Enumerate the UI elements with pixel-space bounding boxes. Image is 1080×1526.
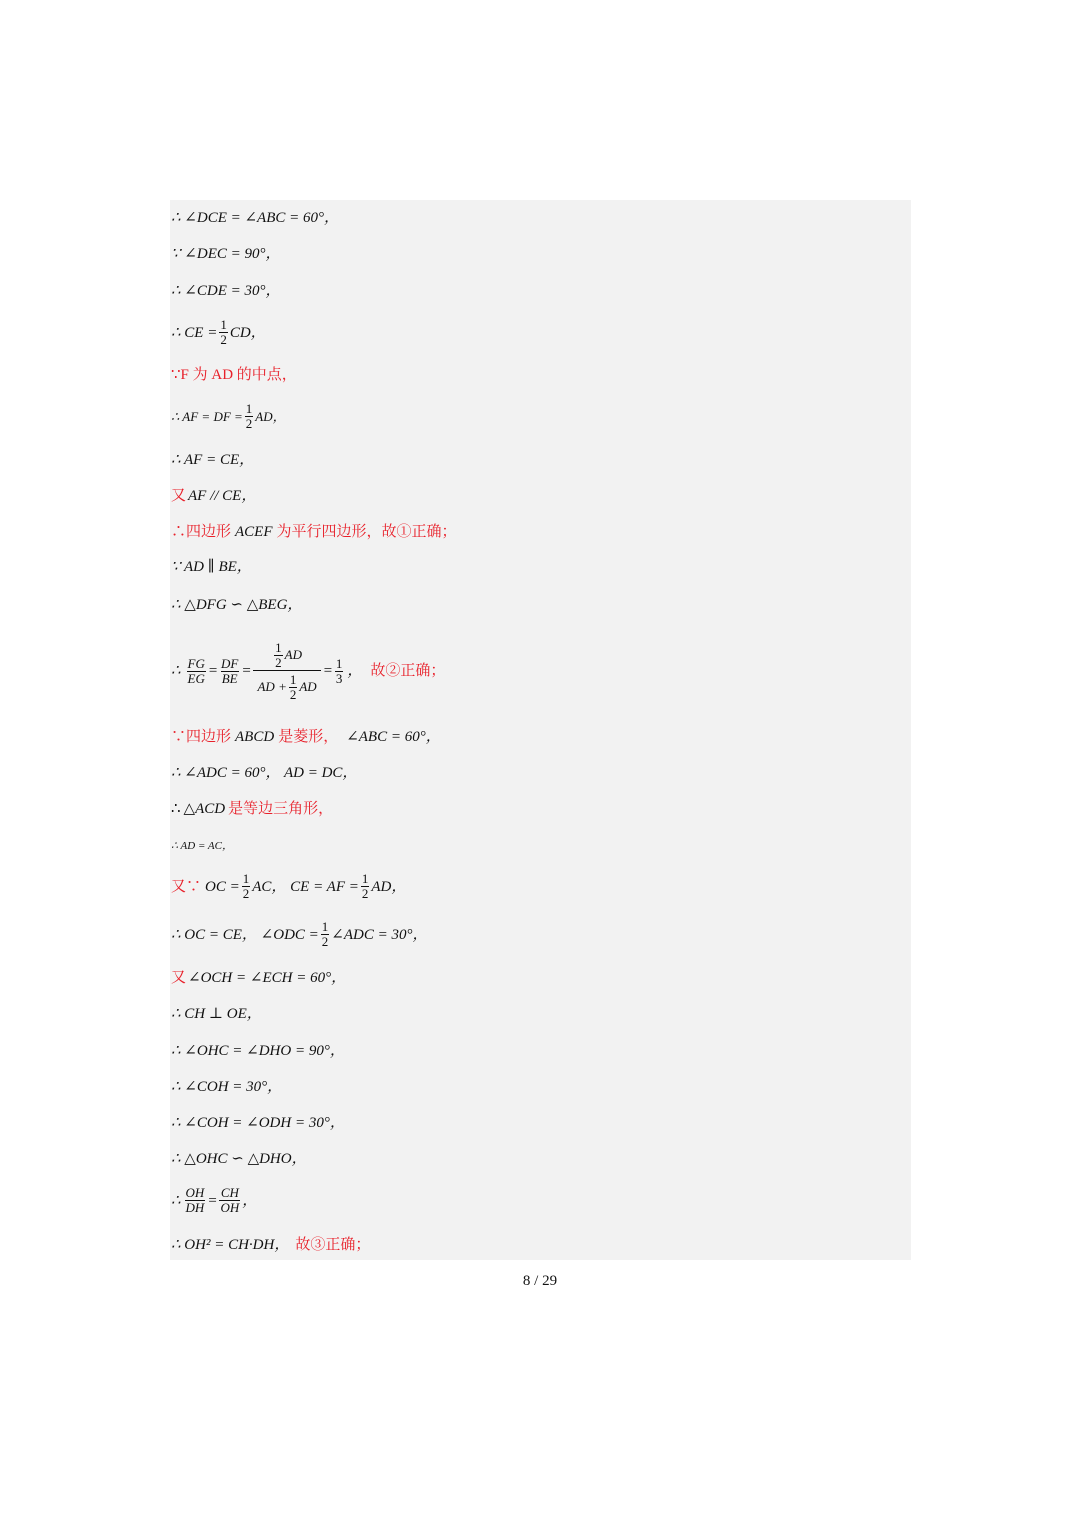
fraction-half: $\frac{1}{2}$ bbox=[242, 871, 250, 901]
fraction-third: $\frac{1}{3}$ bbox=[335, 655, 343, 686]
fraction-half: $\frac{1}{2}$ bbox=[275, 639, 282, 670]
step-angle-adc: ∴ ∠ADC = 60°， AD = DC， bbox=[171, 765, 358, 781]
step-oc-eq-ce: ∴ OC = CE， ∠ODC = $\frac{1}{2}$ ∠ADC = 30°， bbox=[171, 919, 428, 949]
fraction-half: $\frac{1}{2}$ bbox=[289, 671, 297, 702]
step-angle-coh-odh: ∴ ∠COH = ∠ODH = 30°， bbox=[171, 1115, 345, 1131]
step-af-df: ∴ AF = DF = $\frac{1}{2}$ AD， bbox=[171, 401, 286, 431]
step-af-ce: ∴ AF = CE， bbox=[171, 452, 255, 468]
fraction-half: $\frac{1}{2}$ bbox=[245, 401, 253, 431]
step-parallelogram: ∴四边形 ACEF 为平行四边形，故①正确； bbox=[171, 524, 457, 540]
step-angle-dec: ∵ ∠DEC = 90°， bbox=[171, 246, 281, 262]
step-oh-squared: ∴ OH² = CH·DH， 故③正确； bbox=[171, 1237, 371, 1253]
step-ad-ac: ∴ AD = AC， bbox=[171, 840, 233, 852]
step-oc-ce-half: 又∵ OC = $\frac{1}{2}$ AC， CE = AF = $\frac{1}{2}$ AD， bbox=[171, 871, 407, 901]
step-similar-dfg-beg: ∴ △DFG ∽ △BEG， bbox=[171, 597, 303, 613]
fraction-oh-dh: $\frac{OH}{DH}$ bbox=[185, 1185, 205, 1215]
step-angle-dce: ∴ ∠DCE = ∠ABC = 60°， bbox=[171, 210, 340, 226]
fraction-ch-oh: $\frac{CH}{OH}$ bbox=[220, 1185, 240, 1215]
step-equilateral: ∴ △ACD 是等边三角形， bbox=[171, 801, 334, 817]
fraction-fg-eg: $\frac{FG}{EG}$ bbox=[187, 655, 205, 686]
step-ratio-oh-dh: ∴ $\frac{OH}{DH}$ = $\frac{CH}{OH}$ ， bbox=[171, 1185, 258, 1215]
step-af-parallel-ce: 又 AF // CE， bbox=[171, 488, 257, 504]
fraction-df-be: $\frac{DF}{BE}$ bbox=[221, 655, 239, 686]
step-ce-half-cd: ∴ CE = $\frac{1}{2}$ CD， bbox=[171, 317, 266, 347]
fraction-half: $\frac{1}{2}$ bbox=[321, 919, 329, 949]
step-rhombus: ∵四边形 ABCD 是菱形， ∠ABC = 60°， bbox=[171, 729, 441, 745]
step-angle-cde: ∴ ∠CDE = 30°， bbox=[171, 283, 281, 299]
fraction-half: $\frac{1}{2}$ bbox=[361, 871, 369, 901]
step-angle-ohc: ∴ ∠OHC = ∠DHO = 90°， bbox=[171, 1043, 345, 1059]
step-ratio-fg-eg: ∴ $\frac{FG}{EG}$ = $\frac{DF}{BE}$ = $\frac{1}{2}$ AD AD + $\frac{1}{2}$ AD = $\frac{1}{3}$ ， 故②正确； bbox=[171, 639, 446, 702]
step-ad-parallel-be: ∵ AD ∥ BE， bbox=[171, 559, 252, 575]
step-ch-perp-oe: ∴ CH ⊥ OE， bbox=[171, 1006, 262, 1022]
step-f-midpoint: ∵F 为 AD 的中点， bbox=[171, 367, 297, 383]
fraction-compound: $\frac{1}{2}$ AD AD + $\frac{1}{2}$ AD bbox=[253, 641, 320, 702]
fraction-half: $\frac{1}{2}$ bbox=[220, 317, 227, 347]
step-similar-ohc-dho: ∴ △OHC ∽ △DHO， bbox=[171, 1151, 307, 1167]
page-number: 8 / 29 bbox=[522, 1273, 558, 1289]
step-angle-coh: ∴ ∠COH = 30°， bbox=[171, 1079, 283, 1095]
step-angle-och: 又 ∠OCH = ∠ECH = 60°， bbox=[171, 970, 347, 986]
